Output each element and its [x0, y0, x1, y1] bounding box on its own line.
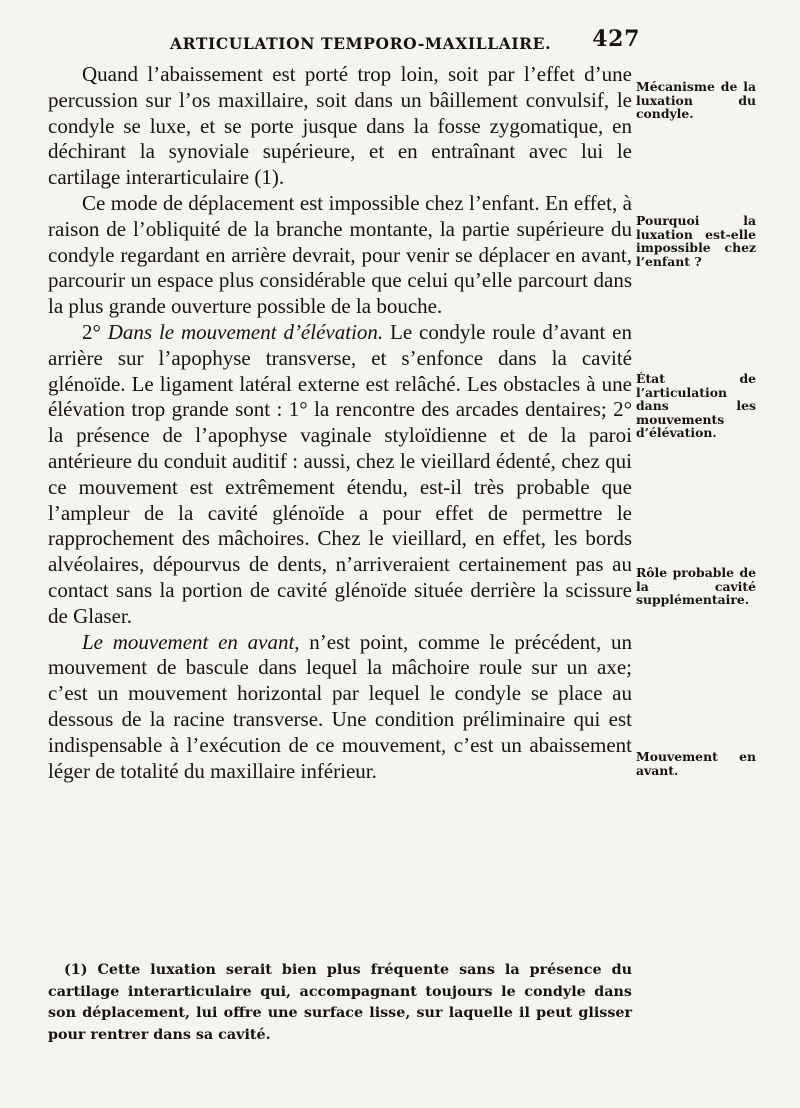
- section-heading-avant: Le mouvement en avant: [82, 629, 295, 654]
- paragraph-luxation: Quand l’abaissement est porté trop loin, soit par l’effet d’une percussion sur l’os maxillaire, soit dans un bâillement convulsif, le condyle se luxe, et se porte jusque dans la fosse zygomatique, en déchirant la synoviale supérieure, et en entraînant avec lui le cartilage interarticulaire (1).: [48, 62, 632, 190]
- paragraph-avant: [48, 630, 632, 785]
- running-title: ARTICULATION TEMPORO-MAXILLAIRE.: [170, 34, 552, 53]
- paragraph-enfant: Ce mode de déplacement est impossible chez l’enfant. En effet, à raison de l’obliquité de la branche montante, la partie supérieure du condyle regardant en arrière devrait, pour venir se déplacer en avant, parcourir un espace plus considérable que celui qu’elle parcourt dans la plus grande ouverture possible de la bouche.: [48, 190, 632, 319]
- paragraph-avant-text: , n’est point, comme le précédent, un mouvement de bascule dans lequel la mâchoire roule sur un axe; c’est un mouvement horizontal par lequel le condyle se place au dessous de la racine transverse. Une condition préliminaire qui est indispensable à l’exécution de ce mouvement, c’est un abaissement léger de totalité du maxillaire inférieur.: [48, 629, 632, 783]
- main-text: [48, 62, 632, 784]
- paragraph-elevation-text: Le condyle roule d’avant en arrière sur l’apophyse transverse, et s’enfonce dans la cavité glénoïde. Le ligament latéral externe est relâché. Les obstacles à une élévation trop grande sont : 1° la rencontre des arcades dentaires; 2° la présence de l’apophyse vaginale styloïdienne et de la paroi antérieure du conduit auditif : aussi, chez le vieillard édenté, chez qui ce mouvement est extrêmement étendu, est-il très probable que l’ampleur de la cavité glénoïde a pour effet de permettre le rapprochement des mâchoires. Chez le vieillard, en effet, les bords alvéolaires, dépourvus de dents, n’arriveraient certainement pas au contact sans la portion de cavité glénoïde située derrière la scissure de Glaser.: [48, 319, 632, 628]
- footnote-text: (1) Cette luxation serait bien plus fréquente sans la présence du cartilage interarticulaire qui, accompagnant toujours le condyle dans son déplacement, lui offre une surface lisse, sur laquelle il peut glisser pour rentrer dans sa cavité.: [48, 962, 632, 1043]
- footnote: [48, 960, 632, 1046]
- margin-note-etat: État de l’articulation dans les mouvements d’élévation.: [636, 371, 756, 440]
- page-number: 427: [592, 26, 640, 52]
- margin-note-role: Rôle probable de la cavité supplémentaire.: [636, 565, 756, 607]
- paragraph-elevation: [48, 320, 632, 630]
- margin-note-mouvement: Mouvement en avant.: [636, 749, 756, 778]
- margin-note-mecanisme: Mécanisme de la luxation du condyle.: [636, 79, 756, 121]
- section-heading-elevation: Dans le mouvement d’élévation.: [107, 319, 384, 344]
- margin-note-pourquoi: Pourquoi la luxation est-elle impossible chez l’enfant ?: [636, 213, 756, 269]
- section-number: 2°: [82, 319, 108, 344]
